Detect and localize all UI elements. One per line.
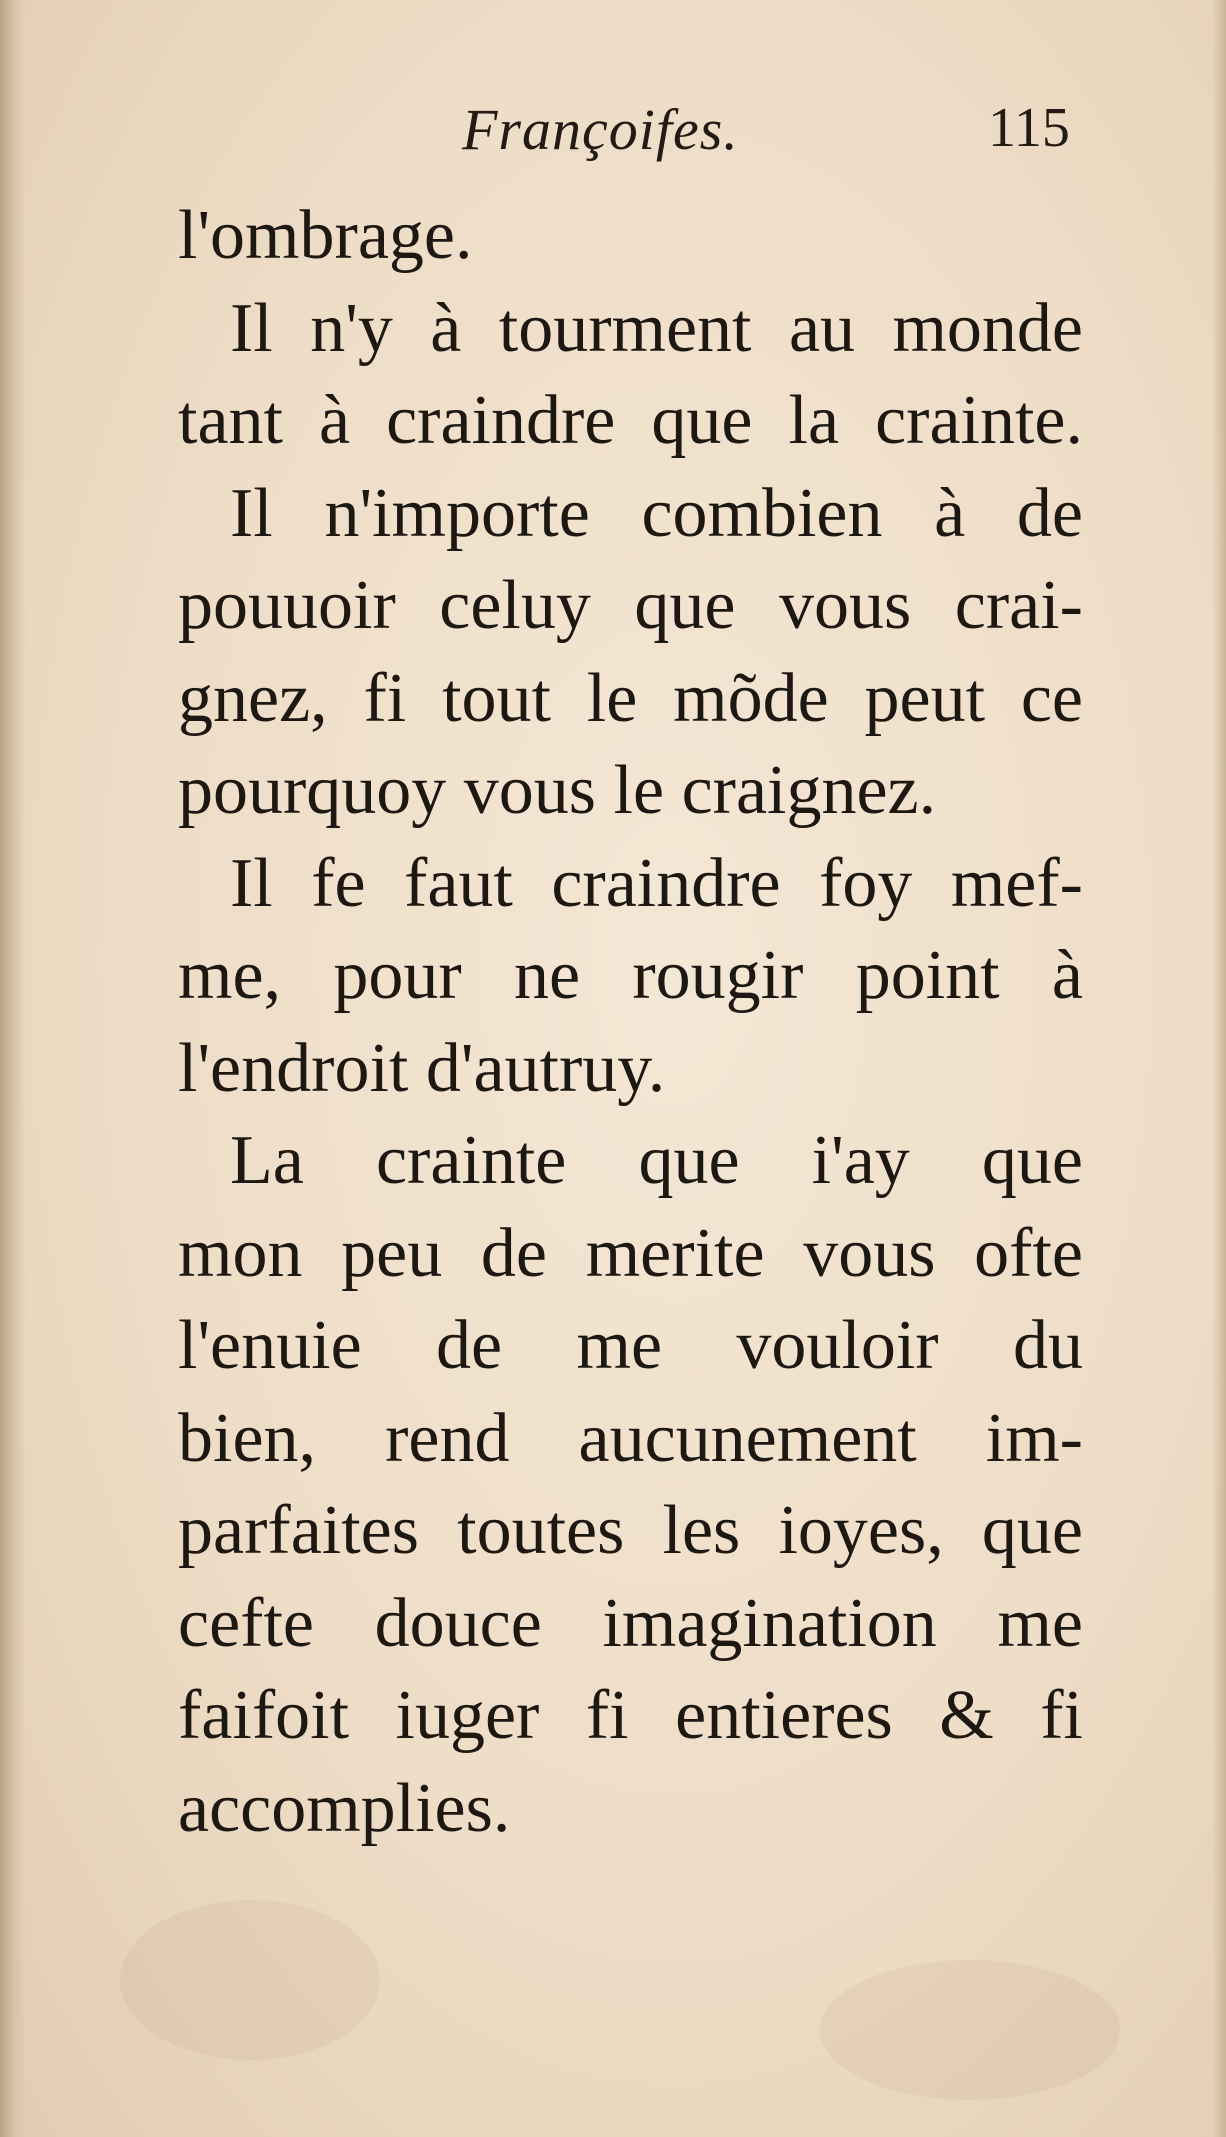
text-line: bien, rend aucunement im- xyxy=(178,1399,1083,1477)
page-number: 115 xyxy=(988,97,1070,159)
paper-stain xyxy=(120,1900,380,2060)
text-line: pourquoy vous le craignez. xyxy=(178,752,937,829)
text-line: gnez, fi tout le mõde peut ce xyxy=(178,659,1083,737)
text-line: accomplies. xyxy=(178,1769,511,1847)
page-edge-shadow xyxy=(1212,0,1226,2137)
text-line: me, pour ne rougir point à xyxy=(178,937,1083,1014)
text-line: mon peu de merite vous ofte xyxy=(178,1214,1083,1292)
paper-stain xyxy=(820,1960,1120,2100)
text-line: tant à craindre que la crainte. xyxy=(178,382,1083,459)
body-text xyxy=(178,190,1083,1855)
text-line: parfaites toutes les ioyes, que xyxy=(178,1492,1083,1569)
page-header xyxy=(0,88,1226,168)
text-line: Il fe faut craindre foy mef- xyxy=(230,844,1083,922)
page-gutter-shadow xyxy=(0,0,26,2137)
text-line: La crainte que i'ay que xyxy=(230,1122,1083,1199)
text-line: pouuoir celuy que vous crai- xyxy=(178,567,1083,644)
text-line: Il n'importe combien à de xyxy=(230,474,1083,552)
text-line: Il n'y à tourment au monde xyxy=(230,289,1083,367)
text-line: l'ombrage. xyxy=(178,197,473,274)
text-line: cefte douce imagination me xyxy=(178,1584,1083,1662)
text-line: faifoit iuger fi entieres & fi xyxy=(178,1677,1083,1754)
running-title: Françoifes. xyxy=(462,97,739,162)
text-line: l'enuie de me vouloir du xyxy=(178,1307,1083,1384)
text-line: l'endroit d'autruy. xyxy=(178,1029,666,1107)
